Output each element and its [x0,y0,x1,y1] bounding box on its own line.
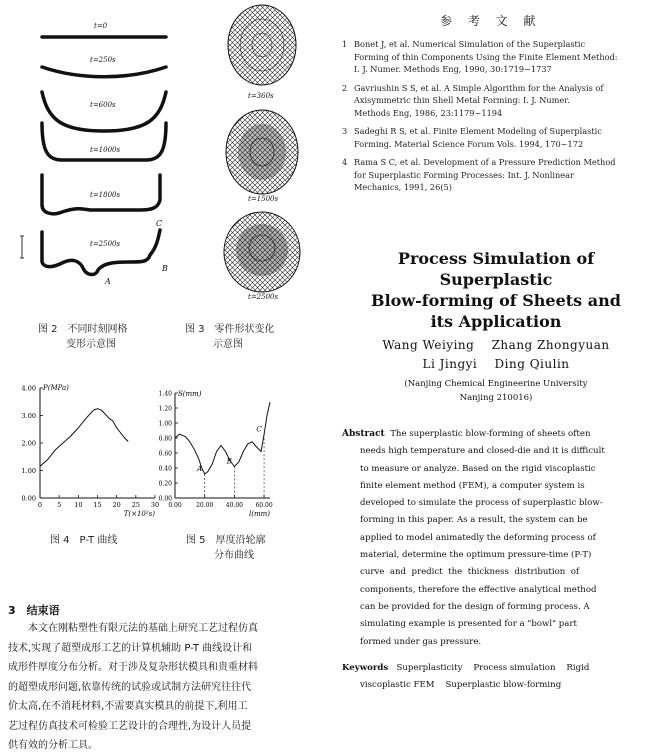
authors: Wang Weiying Zhang Zhongyuan Li Jingyi Ding Qiulin [382,338,610,371]
fig4-chart [0,378,165,528]
fig5-y-label: S(mm) [178,390,202,398]
fig4-x-tick-label: 5 [57,501,62,509]
paper-title: Process Simulation of Superplastic Blow-forming of Sheets and its Application [371,249,621,331]
reference-item: 1 Bonet J, et al. Numerical Simulation of the Superplastic Forming of thin Components Using the Finite Element Method: I. J. Numer. Methods Eng, 1990, 30:1719~1737 [342,39,618,74]
fig2-label-t250: t=250s [90,56,116,64]
fig2-point-b: B [162,264,168,273]
fig4-x-tick-label: 20 [112,501,121,509]
fig5-x-tick-label: 60.00 [255,502,273,509]
conclusion-heading: 3 结束语 [8,604,60,617]
fig5-point-label: A [197,465,203,473]
fig3-shape-2 [226,110,298,194]
fig2-label-t0: t=0 [94,22,108,30]
fig5-chart [150,378,310,528]
fig4-x-tick-label: 30 [150,501,160,509]
abstract-label: Abstract [342,429,385,439]
fig3-caption: 图 3 零件形状变化 示意图 [185,324,275,350]
fig2-caption: 图 2 不同时刻网格 变形示意图 [38,324,128,350]
fig5-y-tick-label: 1.00 [158,420,172,428]
fig5-point-label: B [226,457,232,466]
fig5-y-tick-label: 0.20 [158,480,172,488]
fig5-y-tick-label: 0.60 [158,450,172,458]
fig5-x-tick-label: 40.00 [225,502,243,509]
fig2-label-t600: t=600s [90,101,116,109]
references-heading: 参 考 文 献 [440,14,542,28]
fig3-shape-1 [228,5,296,85]
fig5-y-tick-label: 0.00 [158,495,172,503]
fig4-x-tick-label: 10 [74,501,83,509]
references-list [342,38,652,194]
fig2-label-t1000: t=1000s [90,146,121,154]
fig4-x-label: T(×10²s) [123,510,155,518]
fig2-point-c: C [156,219,163,228]
fig5-point-label: C [256,425,262,434]
keywords: Keywords Superplasticity Process simulation Rigid viscoplastic FEM Superplastic blow-forming [342,663,590,691]
profile-t600 [42,92,166,131]
fig3-shapes [210,0,320,300]
fig4-x-tick-label: 0 [37,501,43,509]
fig2-point-a: A [105,277,111,286]
fig4-y-label: P(MPa) [43,384,69,392]
profile-t1000 [42,123,166,160]
fig5-y-tick-label: 1.20 [158,405,172,413]
fig5-series-line [175,402,270,474]
fig5-x-label: l(mm) [249,510,270,518]
fig5-y-tick-label: 0.80 [158,435,172,443]
fig4-y-tick-label: 4.00 [21,384,36,393]
abstract: Abstract The superplastic blow-forming of sheets often needs high temperature and closed-die and it is difficult to measure or analyze. Based on the rigid viscoplastic finite element method (FEM), a computer system is developed to simulate the process of superplastic blow- forming in this paper. As a result, the system can be applied to model animatedly the deforming process of material, determine the optimum pressure-time (P-T) curve and predict the thickness distribution of components, therefore the effective analytical method can be provided for the design of forming process. A simulating example is presented for a "bowl" part formed under gas pressure. [342,429,605,647]
fig2-label-t1800: t=1800s [90,191,121,199]
fig4-x-tick-label: 15 [93,501,102,509]
fig5-y-tick-label: 1.40 [158,390,172,398]
fig4-y-tick-label: 2.00 [21,439,36,448]
fig2-label-t2500: t=2500s [90,240,121,248]
fig4-series-line [40,409,128,467]
fig4-y-tick-label: 3.00 [21,412,36,420]
reference-item: 3 Sadeghi R S, et al. Finite Element Modeling of Superplastic Forming. Material Science Forum Vols. 1994, 170~172 [342,126,602,149]
keywords-label: Keywords [342,663,389,673]
reference-item: 2 Gavriushin S S, et al. A Simple Algorithm for the Analysis of Axisymmetric thin Shell Metal Forming: I. J. Numer. Methods Eng, 1986, 23:1179~1194 [342,82,604,118]
fig5-caption: 图 5 厚度沿轮廓 分布曲线 [186,535,266,561]
profile-t2500 [42,230,160,275]
reference-item: 4 Rama S C, et al. Development of a Pressure Prediction Method for Superplastic Forming Processes: Int. J. Nonlinear Mechanics, 1991, 26(5) [342,157,616,192]
fig3-shape-3 [224,212,300,292]
fig3-label-3: t=2500s [248,293,279,301]
fig3-label-2: t=1500s [248,195,279,203]
fig4-x-tick-label: 25 [131,501,140,509]
fig3-label-1: t=360s [248,92,274,100]
fig4-caption: 图 4 P-T 曲线 [50,535,118,546]
fig5-x-tick-label: 20.00 [196,502,214,509]
fig4-y-tick-label: 1.00 [21,467,36,475]
fig4-y-tick-label: 0.00 [21,494,36,503]
fig5-y-tick-label: 0.40 [158,465,172,473]
fig5-x-tick-label: 0.00 [168,502,182,509]
affiliation: (Nanjing Chemical Engineerine University Nanjing 210016) [404,379,588,403]
conclusion-body: 本文在刚粘塑性有限元法的基础上研究工艺过程仿真 技术,实现了超塑成形工艺的计算机辅助 P-T 曲线设计和 成形件厚度分布分析。对于涉及复杂形状模具和贵重材料 的超塑成形问题,依靠传统的试验或试制方法研究往往代 价太高,在不消耗材料,不需要真实模具的前提下,利用工 艺过程仿真技术可检验工艺设计的合理性,为设计人员提 供有效的分析工具。 [8,623,258,751]
profile-t250 [42,67,166,77]
